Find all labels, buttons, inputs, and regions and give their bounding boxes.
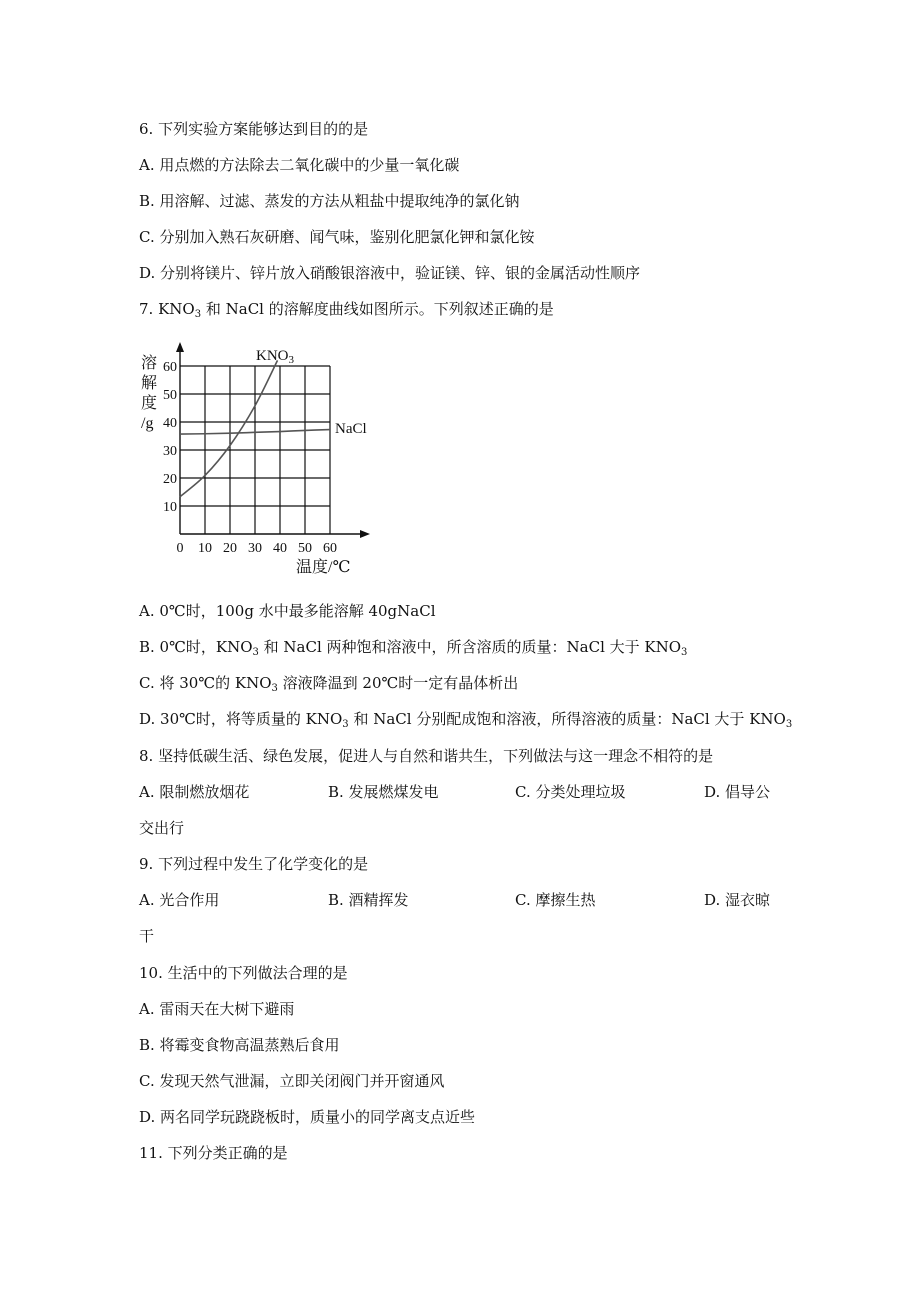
q7-stem bbox=[139, 299, 554, 325]
q7-b-pre: B. 0℃时，KNO bbox=[139, 638, 253, 656]
x-tick-50: 50 bbox=[298, 541, 312, 556]
q6-option-b: B. 用溶解、过滤、蒸发的方法从粗盐中提取纯净的氯化钠 bbox=[139, 192, 520, 210]
y-axis-label-3: /g bbox=[141, 415, 154, 432]
x-tick-30: 30 bbox=[248, 541, 262, 556]
x-tick-20: 20 bbox=[223, 541, 237, 556]
y-axis-arrow bbox=[176, 342, 184, 352]
y-axis-label-2: 度 bbox=[141, 395, 158, 412]
q7-b-mid: 和 NaCl 两种饱和溶液中，所含溶质的质量：NaCl 大于 KNO bbox=[258, 638, 682, 656]
q8-option-b: B. 发展燃煤发电 bbox=[328, 783, 439, 801]
q8-option-d: D. 倡导公 bbox=[704, 783, 771, 801]
x-axis-label: 温度/℃ bbox=[296, 559, 351, 576]
solubility-chart bbox=[138, 336, 378, 581]
series-label-nacl: NaCl bbox=[335, 421, 367, 437]
q10-option-a: A. 雷雨天在大树下避雨 bbox=[139, 1000, 295, 1018]
q8-option-d-continued: 交出行 bbox=[139, 819, 185, 837]
q7-option-b bbox=[139, 637, 687, 663]
x-tick-40: 40 bbox=[273, 541, 287, 556]
q7-option-a: A. 0℃时，100g 水中最多能溶解 40gNaCl bbox=[139, 602, 436, 620]
q9-option-c: C. 摩擦生热 bbox=[515, 891, 596, 909]
q8-option-a: A. 限制燃放烟花 bbox=[139, 783, 250, 801]
chart-grid bbox=[180, 366, 330, 534]
y-tick-60: 60 bbox=[163, 360, 177, 375]
x-axis-arrow bbox=[360, 530, 370, 538]
q10-option-b: B. 将霉变食物高温蒸熟后食用 bbox=[139, 1036, 340, 1054]
curve-kno3 bbox=[180, 360, 278, 496]
y-axis-label-0: 溶 bbox=[141, 355, 158, 372]
q7-b-sub2: 3 bbox=[681, 647, 688, 658]
q8-option-c: C. 分类处理垃圾 bbox=[515, 783, 626, 801]
q7-option-c bbox=[139, 673, 518, 699]
q10-stem: 10. 生活中的下列做法合理的是 bbox=[139, 964, 348, 982]
y-tick-30: 30 bbox=[163, 444, 177, 459]
q11-stem: 11. 下列分类正确的是 bbox=[139, 1144, 288, 1162]
y-tick-40: 40 bbox=[163, 416, 177, 431]
q6-option-a: A. 用点燃的方法除去二氧化碳中的少量一氧化碳 bbox=[139, 156, 460, 174]
x-tick-0: 0 bbox=[176, 541, 184, 556]
q7-d-sub2: 3 bbox=[785, 719, 793, 730]
y-tick-10: 10 bbox=[163, 500, 177, 515]
q7-stem-sub: 3 bbox=[194, 309, 202, 320]
q6-option-d: D. 分别将镁片、锌片放入硝酸银溶液中，验证镁、锌、银的金属活动性顺序 bbox=[139, 264, 641, 282]
q7-d-pre: D. 30℃时，将等质量的 KNO bbox=[139, 710, 343, 728]
q9-option-d: D. 湿衣晾 bbox=[704, 891, 771, 909]
q10-option-c: C. 发现天然气泄漏，立即关闭阀门并开窗通风 bbox=[139, 1072, 445, 1090]
q7-d-mid: 和 NaCl 分别配成饱和溶液，所得溶液的质量：NaCl 大于 KNO bbox=[348, 710, 786, 728]
q7-c-post: 溶液降温到 20℃时一定有晶体析出 bbox=[277, 674, 519, 692]
q7-c-pre: C. 将 30℃的 KNO bbox=[139, 674, 272, 692]
q7-b-sub1: 3 bbox=[252, 647, 259, 658]
q9-option-d-continued: 干 bbox=[139, 927, 155, 945]
q7-option-d bbox=[139, 709, 792, 735]
x-tick-10: 10 bbox=[198, 541, 212, 556]
q6-stem: 6. 下列实验方案能够达到目的的是 bbox=[139, 120, 369, 138]
x-tick-60: 60 bbox=[323, 541, 337, 556]
y-tick-20: 20 bbox=[163, 472, 177, 487]
q10-option-d: D. 两名同学玩跷跷板时，质量小的同学离支点近些 bbox=[139, 1108, 476, 1126]
q6-option-c: C. 分别加入熟石灰研磨、闻气味，鉴别化肥氯化钾和氯化铵 bbox=[139, 228, 535, 246]
q9-option-b: B. 酒精挥发 bbox=[328, 891, 409, 909]
q7-stem-post: 和 NaCl 的溶解度曲线如图所示。下列叙述正确的是 bbox=[201, 300, 554, 318]
q7-d-sub1: 3 bbox=[342, 719, 349, 730]
q7-stem-pre: 7. KNO bbox=[139, 300, 195, 318]
q9-option-a: A. 光合作用 bbox=[139, 891, 220, 909]
y-axis-label-1: 解 bbox=[141, 375, 158, 392]
series-label-kno3: $KNO_3$ bbox=[256, 348, 294, 366]
chart-ticks bbox=[163, 360, 337, 556]
q7-c-sub: 3 bbox=[271, 683, 278, 694]
q9-stem: 9. 下列过程中发生了化学变化的是 bbox=[139, 855, 369, 873]
y-tick-50: 50 bbox=[163, 388, 177, 403]
q8-stem: 8. 坚持低碳生活、绿色发展，促进人与自然和谐共生，下列做法与这一理念不相符的是 bbox=[139, 747, 714, 765]
